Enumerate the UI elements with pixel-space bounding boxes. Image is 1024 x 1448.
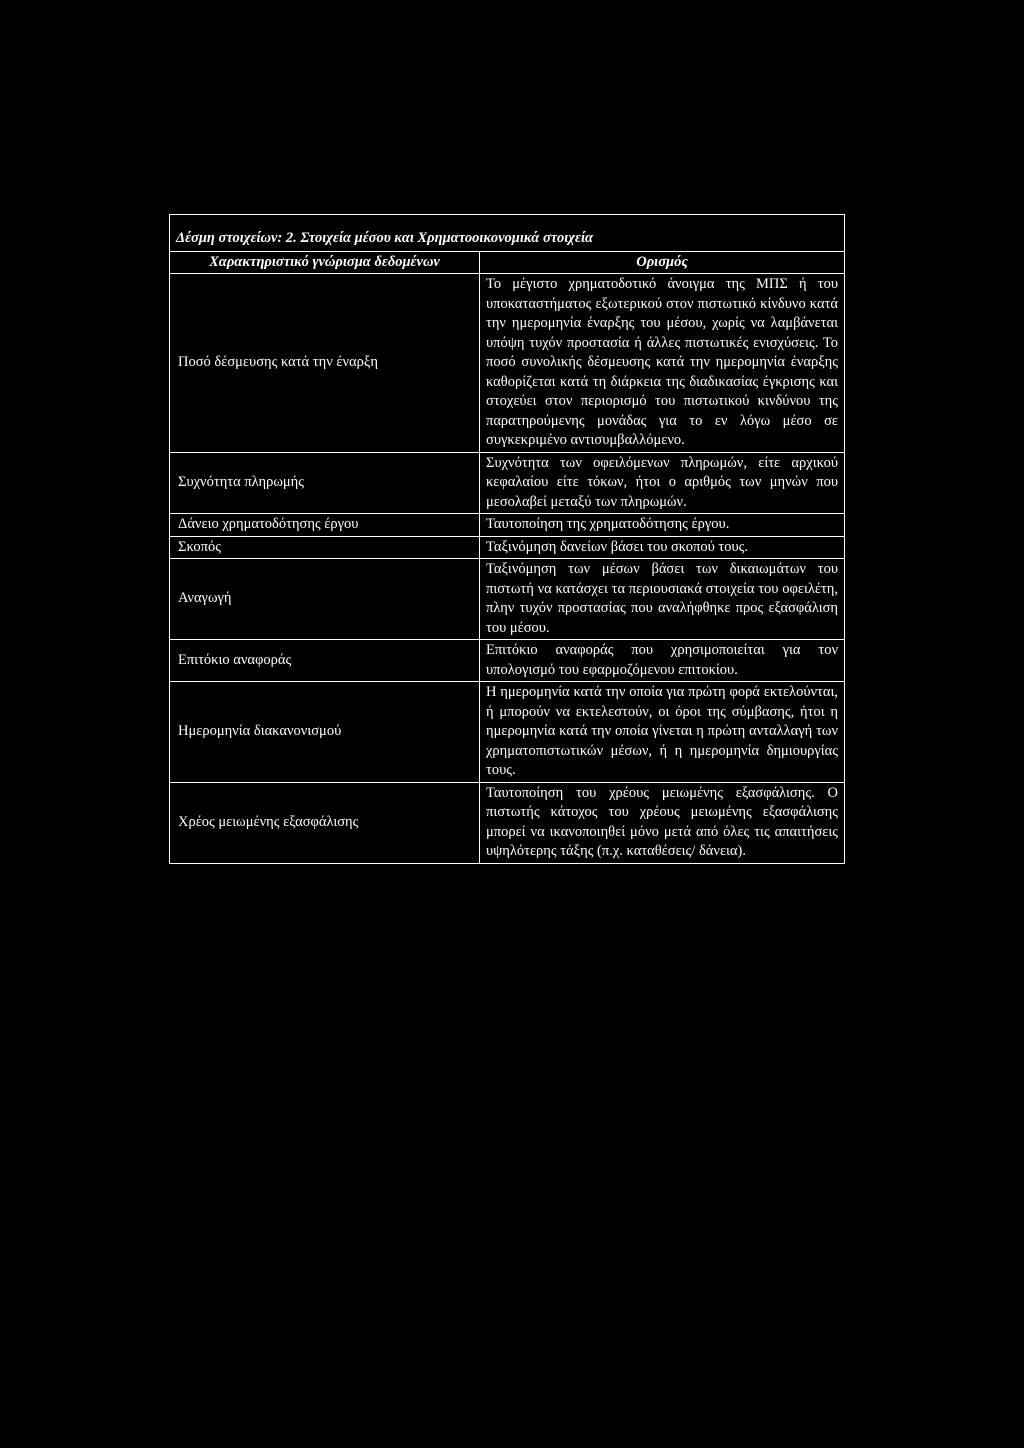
attribute-name: Επιτόκιο αναφοράς bbox=[170, 640, 480, 682]
attribute-definition: Συχνότητα των οφειλόμενων πληρωμών, είτε αρχικού κεφαλαίου είτε τόκων, ήτοι ο αριθμός των μηνών που μεσολαβεί μεταξύ των πληρωμών. bbox=[480, 452, 845, 514]
attribute-definition: Το μέγιστο χρηματοδοτικό άνοιγμα της ΜΠΣ ή του υποκαταστήματος εξωτερικού στον πιστωτικό κίνδυνο κατά την ημερομηνία έναρξης του μέσου, χωρίς να λαμβάνεται υπόψη τυχόν προστασία ή άλλες πιστωτικές ενισχύσεις. Το ποσό συνολικής δέσμευσης κατά την ημερομηνία έναρξης καθορίζεται κατά τη διάρκεια της διαδικασίας έγκρισης και στοχεύει στον περιορισμό του πιστωτικού κινδύνου της παρατηρούμενης μονάδας για το εν λόγω μέσο σε συγκεκριμένο αντισυμβαλλόμενο. bbox=[480, 274, 845, 453]
header-attribute: Χαρακτηριστικό γνώρισμα δεδομένων bbox=[170, 251, 480, 274]
attribute-definition: Ταξινόμηση των μέσων βάσει των δικαιωμάτων του πιστωτή να κατάσχει τα περιουσιακά στοιχεία του οφειλέτη, πλην τυχόν προστασίας που αναλήφθηκε προς εξασφάλιση του μέσου. bbox=[480, 559, 845, 640]
attribute-name: Ποσό δέσμευσης κατά την έναρξη bbox=[170, 274, 480, 453]
attribute-definition: Η ημερομηνία κατά την οποία για πρώτη φορά εκτελούνται, ή μπορούν να εκτελεστούν, οι όροι της σύμβασης, ήτοι η ημερομηνία κατά την οποία γίνεται η πρώτη ανταλλαγή των χρηματοπιστωτικών μέσων, ή η ημερομηνία δημιουργίας τους. bbox=[480, 682, 845, 783]
attribute-definition: Ταυτοποίηση του χρέους μειωμένης εξασφάλισης. Ο πιστωτής κάτοχος του χρέους μειωμένης εξασφάλισης μπορεί να ικανοποιηθεί μόνο μετά από όλες τις απαιτήσεις υψηλότερης τάξης (π.χ. καταθέσεις/ δάνεια). bbox=[480, 782, 845, 863]
table-row bbox=[170, 514, 845, 537]
attribute-name: Σκοπός bbox=[170, 536, 480, 559]
table-row bbox=[170, 274, 845, 453]
attribute-name: Συχνότητα πληρωμής bbox=[170, 452, 480, 514]
header-definition: Ορισμός bbox=[480, 251, 845, 274]
attribute-name: Χρέος μειωμένης εξασφάλισης bbox=[170, 782, 480, 863]
table-row bbox=[170, 782, 845, 863]
attribute-name: Ημερομηνία διακανονισμού bbox=[170, 682, 480, 783]
table-row bbox=[170, 640, 845, 682]
table-title-row bbox=[170, 215, 845, 252]
table-header-row bbox=[170, 251, 845, 274]
table-row bbox=[170, 559, 845, 640]
table-row bbox=[170, 682, 845, 783]
table-row bbox=[170, 536, 845, 559]
data-attributes-table bbox=[169, 214, 845, 864]
attribute-definition: Επιτόκιο αναφοράς που χρησιμοποιείται για τον υπολογισμό του εφαρμοζόμενου επιτοκίου. bbox=[480, 640, 845, 682]
attribute-definition: Ταξινόμηση δανείων βάσει του σκοπού τους. bbox=[480, 536, 845, 559]
attribute-name: Αναγωγή bbox=[170, 559, 480, 640]
attribute-name: Δάνειο χρηματοδότησης έργου bbox=[170, 514, 480, 537]
table-row bbox=[170, 452, 845, 514]
attribute-definition: Ταυτοποίηση της χρηματοδότησης έργου. bbox=[480, 514, 845, 537]
table-title: Δέσμη στοιχείων: 2. Στοιχεία μέσου και Χρηματοοικονομικά στοιχεία bbox=[170, 215, 845, 252]
